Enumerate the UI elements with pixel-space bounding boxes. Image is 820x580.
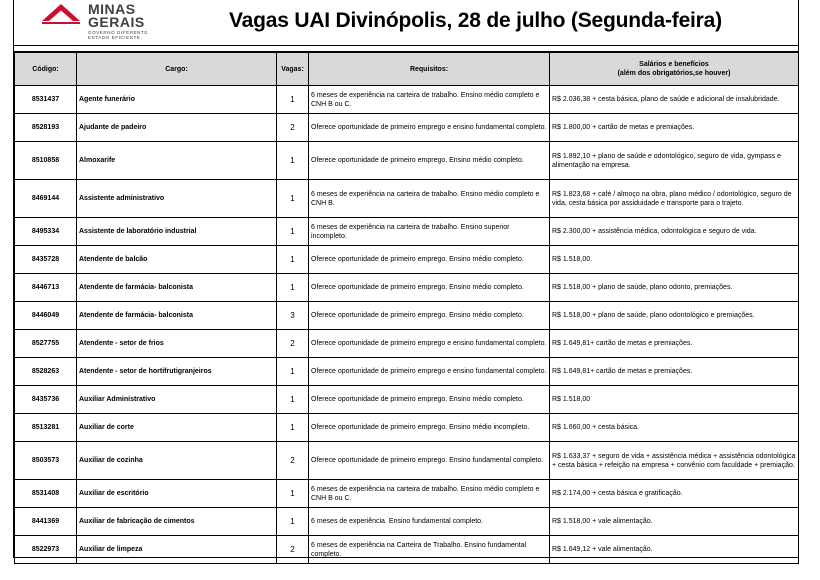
table-row bbox=[15, 180, 799, 218]
job-title: Assistente de laboratório industrial bbox=[77, 218, 277, 246]
job-requirements: 6 meses de experiência. Ensino fundamental completo. bbox=[309, 508, 550, 536]
job-openings: 1 bbox=[277, 508, 309, 536]
job-code: 8527755 bbox=[15, 330, 77, 358]
job-title: Auxiliar de cozinha bbox=[77, 442, 277, 480]
job-title: Agente funerário bbox=[77, 86, 277, 114]
table-row bbox=[15, 536, 799, 564]
job-openings: 1 bbox=[277, 480, 309, 508]
job-openings: 2 bbox=[277, 442, 309, 480]
job-title: Atendente de farmácia- balconista bbox=[77, 274, 277, 302]
minas-gerais-logo bbox=[41, 3, 181, 41]
job-code: 8522973 bbox=[15, 536, 77, 564]
job-title: Auxiliar de corte bbox=[77, 414, 277, 442]
table-row bbox=[15, 114, 799, 142]
table-row bbox=[15, 414, 799, 442]
job-requirements: Oferece oportunidade de primeiro emprego. Ensino fundamental completo. bbox=[309, 442, 550, 480]
job-sheet bbox=[13, 0, 799, 558]
job-salary: R$ 1.649,81+ cartão de metas e premiações. bbox=[550, 358, 799, 386]
header-salarios-text: Salários e benefícios (além dos obrigatórios,se houver) bbox=[617, 61, 731, 77]
job-salary: R$ 2.036,38 + cesta básica, plano de saúde e adicional de insalubridade. bbox=[550, 86, 799, 114]
job-title: Auxiliar de limpeza bbox=[77, 536, 277, 564]
job-salary: R$ 1.823,68 + café / almoço na obra, plano médico / odontológico, seguro de vida, cesta básica por assiduidade e transporte para o trajeto. bbox=[550, 180, 799, 218]
job-code: 8446713 bbox=[15, 274, 77, 302]
table-row bbox=[15, 442, 799, 480]
job-requirements: Oferece oportunidade de primeiro emprego. Ensino médio completo. bbox=[309, 274, 550, 302]
table-row bbox=[15, 142, 799, 180]
job-requirements: Oferece oportunidade de primeiro emprego e ensino fundamental completo. bbox=[309, 114, 550, 142]
table-row bbox=[15, 302, 799, 330]
job-salary: R$ 1.800,00 + cartão de metas e premiações. bbox=[550, 114, 799, 142]
job-title: Atendente - setor de hortifrutigranjeiros bbox=[77, 358, 277, 386]
job-code: 8510858 bbox=[15, 142, 77, 180]
job-requirements: Oferece oportunidade de primeiro emprego. Ensino médio incompleto. bbox=[309, 414, 550, 442]
table-row bbox=[15, 218, 799, 246]
job-salary: R$ 1.649,81+ cartão de metas e premiações. bbox=[550, 330, 799, 358]
header-vagas: Vagas: bbox=[277, 53, 309, 86]
job-requirements: Oferece oportunidade de primeiro emprego e ensino fundamental completo. bbox=[309, 358, 550, 386]
job-openings: 1 bbox=[277, 358, 309, 386]
job-title: Auxiliar Administrativo bbox=[77, 386, 277, 414]
job-salary: R$ 1.518,00 + vale alimentação. bbox=[550, 508, 799, 536]
job-title: Ajudante de padeiro bbox=[77, 114, 277, 142]
job-code: 8528263 bbox=[15, 358, 77, 386]
job-code: 8446049 bbox=[15, 302, 77, 330]
table-row bbox=[15, 274, 799, 302]
job-openings: 1 bbox=[277, 246, 309, 274]
job-requirements: Oferece oportunidade de primeiro emprego. Ensino médio completo. bbox=[309, 302, 550, 330]
header-codigo: Código: bbox=[15, 53, 77, 86]
logo-tagline: GOVERNO DIFERENTE. ESTADO EFICIENTE. bbox=[88, 30, 150, 40]
job-code: 8495334 bbox=[15, 218, 77, 246]
table-row bbox=[15, 358, 799, 386]
table-row bbox=[15, 330, 799, 358]
job-openings: 1 bbox=[277, 414, 309, 442]
header-requisitos: Requisitos: bbox=[309, 53, 550, 86]
job-requirements: 6 meses de experiência na Carteira de Trabalho. Ensino fundamental completo. bbox=[309, 536, 550, 564]
job-requirements: Oferece oportunidade de primeiro emprego e ensino fundamental completo. bbox=[309, 330, 550, 358]
table-row bbox=[15, 86, 799, 114]
job-title: Atendente de farmácia- balconista bbox=[77, 302, 277, 330]
job-requirements: Oferece oportunidade de primeiro emprego. Ensino médio completo. bbox=[309, 386, 550, 414]
job-title: Auxiliar de fabricação de cimentos bbox=[77, 508, 277, 536]
job-code: 8528193 bbox=[15, 114, 77, 142]
job-code: 8531408 bbox=[15, 480, 77, 508]
job-openings: 2 bbox=[277, 536, 309, 564]
job-requirements: 6 meses de experiência na carteira de trabalho. Ensino médio completo e CNH B ou C. bbox=[309, 480, 550, 508]
table-row bbox=[15, 480, 799, 508]
job-code: 8513281 bbox=[15, 414, 77, 442]
job-salary: R$ 1.892,10 + plano de saúde e odontológico, seguro de vida, gympass e alimentação na empresa. bbox=[550, 142, 799, 180]
job-requirements: 6 meses de experiência na carteira de trabalho. Ensino médio completo e CNH B ou C. bbox=[309, 86, 550, 114]
job-openings: 3 bbox=[277, 302, 309, 330]
jobs-table-body bbox=[15, 86, 799, 564]
jobs-table bbox=[14, 52, 799, 564]
job-title: Atendente de balcão bbox=[77, 246, 277, 274]
job-code: 8531437 bbox=[15, 86, 77, 114]
job-code: 8503573 bbox=[15, 442, 77, 480]
job-requirements: Oferece oportunidade de primeiro emprego. Ensino médio completo. bbox=[309, 142, 550, 180]
job-openings: 2 bbox=[277, 330, 309, 358]
job-code: 8469144 bbox=[15, 180, 77, 218]
job-openings: 1 bbox=[277, 86, 309, 114]
job-requirements: Oferece oportunidade de primeiro emprego. Ensino médio completo. bbox=[309, 246, 550, 274]
header-cargo: Cargo: bbox=[77, 53, 277, 86]
job-openings: 1 bbox=[277, 142, 309, 180]
table-row bbox=[15, 246, 799, 274]
logo-name: MINAS GERAIS bbox=[88, 1, 145, 30]
job-openings: 1 bbox=[277, 218, 309, 246]
header-salarios bbox=[550, 53, 799, 86]
job-salary: R$ 1.660,00 + cesta básica. bbox=[550, 414, 799, 442]
job-title: Almoxarife bbox=[77, 142, 277, 180]
job-requirements: 6 meses de experiência na carteira de trabalho. Ensino médio completo e CNH B. bbox=[309, 180, 550, 218]
job-title: Atendente - setor de frios bbox=[77, 330, 277, 358]
job-salary: R$ 2.174,00 + cesta básica e gratificação. bbox=[550, 480, 799, 508]
job-code: 8435736 bbox=[15, 386, 77, 414]
job-salary: R$ 1.649,12 + vale alimentação. bbox=[550, 536, 799, 564]
page-title: Vagas UAI Divinópolis, 28 de julho (Segunda-feira) bbox=[229, 9, 722, 32]
job-requirements: 6 meses de experiência na carteira de trabalho. Ensino superior incompleto. bbox=[309, 218, 550, 246]
header bbox=[14, 0, 798, 46]
table-row bbox=[15, 386, 799, 414]
table-header-row bbox=[15, 53, 799, 86]
job-salary: R$ 2.300,00 + assistência médica, odontológica e seguro de vida. bbox=[550, 218, 799, 246]
job-title: Assistente administrativo bbox=[77, 180, 277, 218]
job-title: Auxiliar de escritório bbox=[77, 480, 277, 508]
job-salary: R$ 1.633,37 + seguro de vida + assistência médica + assistência odontológica + cesta básica + refeição na empresa + convênio com faculdade + premiação. bbox=[550, 442, 799, 480]
job-openings: 1 bbox=[277, 274, 309, 302]
job-openings: 1 bbox=[277, 386, 309, 414]
job-code: 8441369 bbox=[15, 508, 77, 536]
job-salary: R$ 1.518,00 + plano de saúde, plano odontológico e premiações. bbox=[550, 302, 799, 330]
job-salary: R$ 1.518,00 + plano de saúde, plano odonto, premiações. bbox=[550, 274, 799, 302]
table-row bbox=[15, 508, 799, 536]
job-openings: 2 bbox=[277, 114, 309, 142]
job-code: 8435728 bbox=[15, 246, 77, 274]
job-openings: 1 bbox=[277, 180, 309, 218]
job-salary: R$ 1.518,00 bbox=[550, 386, 799, 414]
job-salary: R$ 1.518,00. bbox=[550, 246, 799, 274]
roof-triangle-icon bbox=[41, 3, 81, 25]
